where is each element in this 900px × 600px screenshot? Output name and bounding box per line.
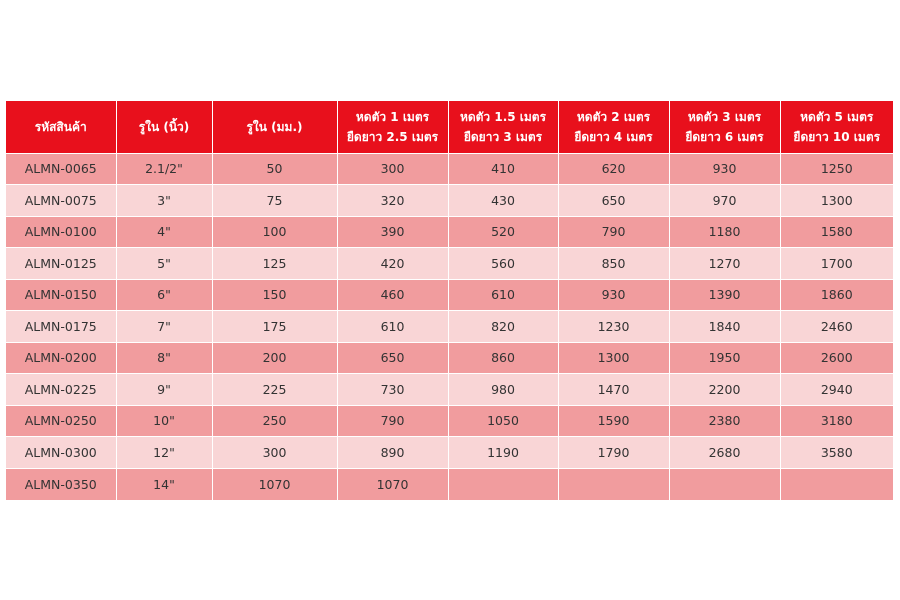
header-row: [6, 101, 893, 153]
table-cell: ALMN-0200: [6, 342, 116, 374]
table-cell: 1790: [558, 437, 669, 469]
table-cell: 730: [337, 374, 448, 406]
table-cell: 1070: [212, 468, 337, 500]
table-cell: 790: [558, 216, 669, 248]
table-cell: [780, 468, 893, 500]
table-cell: 1700: [780, 248, 893, 280]
table-row: [6, 279, 893, 311]
table-row: [6, 342, 893, 374]
table-cell: 7": [116, 311, 212, 343]
table-cell: 560: [448, 248, 558, 280]
table-cell: 930: [669, 153, 780, 185]
header-label: รูใน (มม.): [246, 119, 303, 134]
table-cell: [448, 468, 558, 500]
table-cell: 9": [116, 374, 212, 406]
table-cell: 1470: [558, 374, 669, 406]
header-label: ยืดยาว 2.5 เมตร: [346, 129, 439, 144]
table-cell: 1950: [669, 342, 780, 374]
table-cell: 50: [212, 153, 337, 185]
table-cell: 1840: [669, 311, 780, 343]
table-cell: 1580: [780, 216, 893, 248]
header-label: หดตัว 5 เมตร: [800, 109, 874, 124]
table-cell: 75: [212, 185, 337, 217]
table-row: [6, 374, 893, 406]
table-row: [6, 185, 893, 217]
col-header-inner-inch: [116, 101, 212, 153]
table-cell: ALMN-0175: [6, 311, 116, 343]
table-cell: 1860: [780, 279, 893, 311]
table-cell: 2600: [780, 342, 893, 374]
table-cell: 1070: [337, 468, 448, 500]
table-cell: ALMN-0150: [6, 279, 116, 311]
table-cell: 125: [212, 248, 337, 280]
table-cell: 1390: [669, 279, 780, 311]
table-cell: 150: [212, 279, 337, 311]
table-cell: ALMN-0065: [6, 153, 116, 185]
table-cell: ALMN-0125: [6, 248, 116, 280]
table-cell: 850: [558, 248, 669, 280]
header-label: หดตัว 2 เมตร: [576, 109, 651, 124]
table-cell: 2940: [780, 374, 893, 406]
table-cell: 3580: [780, 437, 893, 469]
table-cell: ALMN-0250: [6, 405, 116, 437]
table-cell: 10": [116, 405, 212, 437]
table-cell: 1050: [448, 405, 558, 437]
table-cell: 610: [448, 279, 558, 311]
table-row: [6, 468, 893, 500]
table-cell: 410: [448, 153, 558, 185]
col-header-product-code: [6, 101, 116, 153]
table-cell: 1300: [558, 342, 669, 374]
product-spec-table-container: [6, 101, 893, 500]
header-label: ยืดยาว 10 เมตร: [793, 129, 881, 144]
table-cell: 860: [448, 342, 558, 374]
table-cell: 14": [116, 468, 212, 500]
table-cell: [558, 468, 669, 500]
table-cell: ALMN-0300: [6, 437, 116, 469]
col-header-3m: [669, 101, 780, 153]
table-cell: 3": [116, 185, 212, 217]
table-cell: 1250: [780, 153, 893, 185]
table-row: [6, 437, 893, 469]
table-cell: 650: [558, 185, 669, 217]
table-cell: 820: [448, 311, 558, 343]
table-cell: 620: [558, 153, 669, 185]
header-label: หดตัว 3 เมตร: [687, 109, 762, 124]
table-cell: 6": [116, 279, 212, 311]
table-row: [6, 405, 893, 437]
col-header-inner-mm: [212, 101, 337, 153]
table-cell: 650: [337, 342, 448, 374]
table-cell: 2380: [669, 405, 780, 437]
table-cell: ALMN-0100: [6, 216, 116, 248]
header-label: หดตัว 1.5 เมตร: [459, 109, 547, 124]
table-cell: 2200: [669, 374, 780, 406]
table-cell: 100: [212, 216, 337, 248]
table-row: [6, 216, 893, 248]
table-cell: 3180: [780, 405, 893, 437]
header-label: ยืดยาว 4 เมตร: [574, 129, 653, 144]
table-cell: 970: [669, 185, 780, 217]
table-cell: 790: [337, 405, 448, 437]
table-cell: 1190: [448, 437, 558, 469]
table-cell: 980: [448, 374, 558, 406]
table-cell: 610: [337, 311, 448, 343]
table-cell: 2.1/2": [116, 153, 212, 185]
table-cell: 8": [116, 342, 212, 374]
table-cell: 1300: [780, 185, 893, 217]
product-spec-table: [6, 101, 893, 500]
table-cell: 320: [337, 185, 448, 217]
table-row: [6, 311, 893, 343]
table-cell: ALMN-0225: [6, 374, 116, 406]
col-header-2m: [558, 101, 669, 153]
table-cell: 1230: [558, 311, 669, 343]
table-cell: 1180: [669, 216, 780, 248]
table-row: [6, 153, 893, 185]
table-cell: 2460: [780, 311, 893, 343]
table-cell: 430: [448, 185, 558, 217]
table-cell: 12": [116, 437, 212, 469]
table-cell: 520: [448, 216, 558, 248]
table-row: [6, 248, 893, 280]
table-cell: 200: [212, 342, 337, 374]
table-cell: 420: [337, 248, 448, 280]
table-cell: 930: [558, 279, 669, 311]
table-header: [6, 101, 893, 153]
table-cell: 890: [337, 437, 448, 469]
table-cell: 225: [212, 374, 337, 406]
col-header-1-5m: [448, 101, 558, 153]
header-label: รหัสสินค้า: [34, 119, 87, 134]
table-cell: 2680: [669, 437, 780, 469]
table-cell: 4": [116, 216, 212, 248]
table-cell: 300: [212, 437, 337, 469]
table-cell: 300: [337, 153, 448, 185]
table-cell: [669, 468, 780, 500]
table-cell: ALMN-0350: [6, 468, 116, 500]
header-label: ยืดยาว 3 เมตร: [463, 129, 543, 144]
table-cell: 5": [116, 248, 212, 280]
table-cell: ALMN-0075: [6, 185, 116, 217]
table-cell: 390: [337, 216, 448, 248]
table-cell: 1270: [669, 248, 780, 280]
col-header-5m: [780, 101, 893, 153]
header-label: หดตัว 1 เมตร: [355, 109, 430, 124]
table-cell: 460: [337, 279, 448, 311]
table-cell: 250: [212, 405, 337, 437]
table-cell: 175: [212, 311, 337, 343]
header-label: รูใน (นิ้ว): [138, 119, 190, 134]
table-body: [6, 153, 893, 500]
table-cell: 1590: [558, 405, 669, 437]
header-label: ยืดยาว 6 เมตร: [685, 129, 764, 144]
col-header-1m: [337, 101, 448, 153]
